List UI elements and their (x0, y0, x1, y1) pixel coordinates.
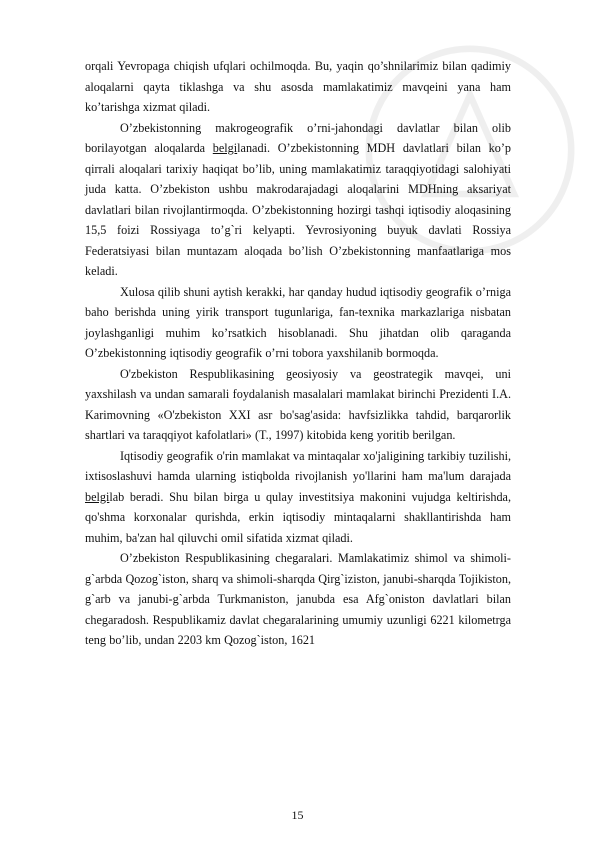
paragraph-5-part-b: lab beradi. Shu bilan birga u qulay investitsiya makonini vujudga keltirishda, qo'shma korxonalar qurishda, erkin iqtisodiy mintaqalarni shakllantirishda ham muhim, ba'zan hal qiluvchi omil sifatida xizmat qiladi. (85, 489, 511, 545)
page-number: 15 (291, 808, 304, 822)
paragraph-3: Xulosa qilib shuni aytish kerakki, har qanday hudud iqtisodiy geografik o’rniga baho berishda uning yirik transport tugunlariga, fan-texnika markazlariga nisbatan joylashganligi muhim ko’rsatkich hisoblanadi. Shu jihatdan olib qaraganda O’zbekistonning iqtisodiy geografik o’rni tobora yaxshilanib bormoqda. (85, 284, 511, 360)
paragraph-2-link-belgi[interactable]: belgi (212, 141, 238, 155)
paragraph-2-part-a: O’zbekistonning makrogeografik o’rni-jahondagi davlatlar bilan olib borilayotgan aloqalarda (85, 120, 511, 155)
paragraph-6: O’zbekiston Respublikasining chegaralari. Mamlakatimiz shimol va shimoli-g`arbda Qozog`iston, sharq va shimoli-sharqda Qirg`iziston, janubi-sharqda Tojikiston, g`arb va janubi-g`arbda Turkmaniston, janubda esa Afg`oniston davlatlari bilan chegaradosh. Respublikamiz davlat chegaralarining umumiy uzunligi 6221 kilometrga teng bo’lib, undan 2203 km Qozog`iston, 1621 (85, 551, 511, 647)
paragraph-2 (85, 118, 511, 282)
body-text (85, 56, 511, 651)
paragraph-2-part-b: lanadi. O’zbekistonning MDH davlatlari bilan ko’p qirrali aloqalari tarixiy haqiqat bo’lib, uning mamlakatimiz taraqqiyotidagi salohiyati juda katta. O’zbekiston ushbu makrodarajadagi aloqalarini MDHning aksariyat davlatlari bilan rivojlantirmoqda. O’zbekistonning hozirgi tashqi iqtisodiy aloqasining 15,5 foizi Rossiyaga to’g`ri kelyapti. Yevrosiyoning buyuk davlati Rossiya Federatsiyasi bilan muntazam aloqada bo’lish O’zbekistonning manfaatlariga mos keladi. (85, 141, 512, 278)
paragraph-4: O'zbekiston Respublikasining geosiyosiy va geostrategik mavqei, uni yaxshilash va undan samarali foydalanish masalalari mamlakat birinchi Prezidenti I.A. Karimovning «O'zbekiston XXI asr bo'sag'asida: havfsizlikka tahdid, barqarorlik shartlari va taraqqiyot kafolatlari» (T., 1997) kitobida keng yoritib berilgan. (85, 366, 511, 442)
paragraph-5 (85, 446, 511, 549)
paragraph-1: orqali Yevropaga chiqish ufqlari ochilmoqda. Bu, yaqin qo’shnilarimiz bilan qadimiy aloqalarni qayta tiklashga va shu asosda mamlakatimiz mavqeini yana ham ko’tarishga xizmat qiladi. (85, 59, 511, 114)
paragraph-5-part-a: Iqtisodiy geografik o'rin mamlakat va mintaqalar xo'jaligining tarkibiy tuzilishi, ixtisoslashuvi hamda ularning istiqbolda rivojlanish yo'llarini ham ma'lum darajada (85, 448, 511, 483)
paragraph-5-link-belgi[interactable]: belgi (85, 489, 110, 504)
